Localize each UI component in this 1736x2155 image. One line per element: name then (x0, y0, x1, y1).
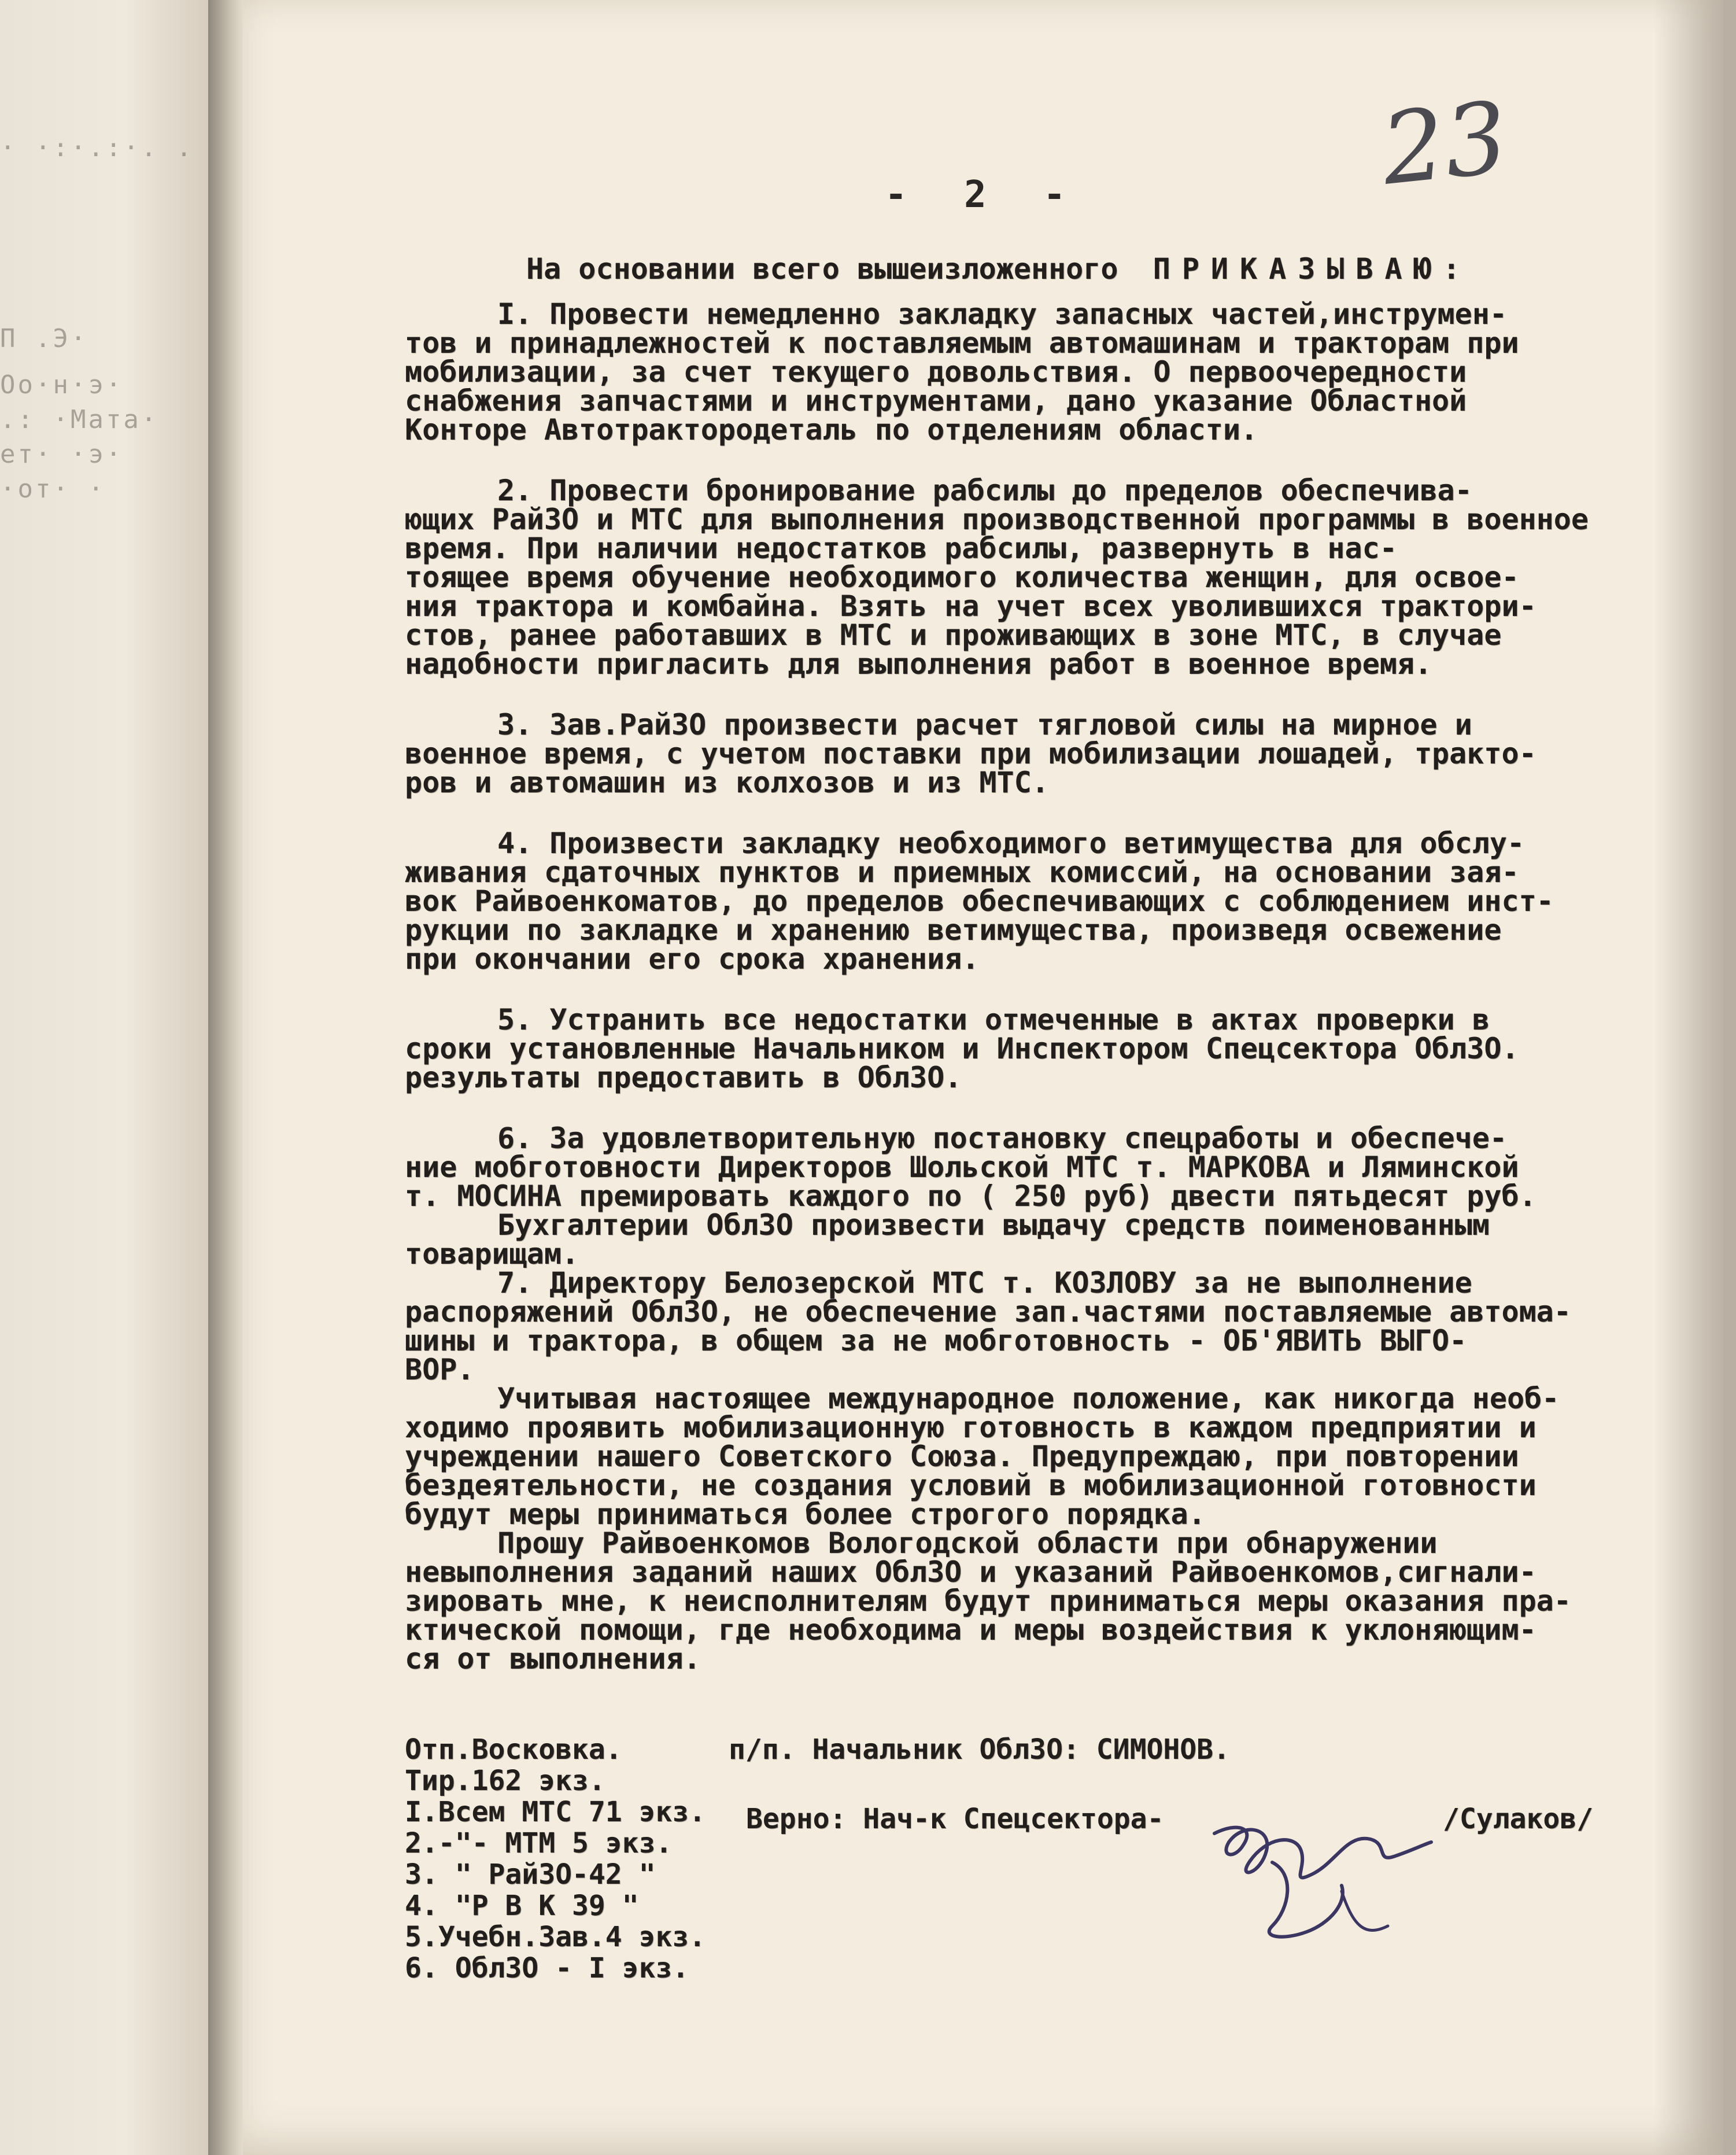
text-line: Конторе Автотрактородеталь по отделениям области. (405, 413, 1258, 447)
text-line: шины и трактора, в общем за не мобготовность - ОБ'ЯВИТЬ ВЫГО- (405, 1324, 1467, 1357)
text-line: ходимо проявить мобилизационную готовность в каждом предприятии и (405, 1411, 1536, 1444)
distribution-entry: 2.-"- МТМ 5 экз. (405, 1827, 673, 1859)
head-signature-line: п/п. Начальник ОблЗО: СИМОНОВ. (729, 1733, 1230, 1766)
text-line: товарищам. (405, 1237, 579, 1271)
order-heading (526, 252, 1665, 286)
order-item-1 (405, 297, 1665, 447)
paragraph-gap (405, 1092, 1665, 1124)
text-line: Прошу Райвоенкомов Вологодской области при обнаружении (497, 1526, 1438, 1560)
archive-folio-number: 23 (1376, 80, 1513, 208)
bleed-through-mark: ет· ·э· (0, 440, 124, 469)
paragraph-gap (405, 678, 1665, 710)
text-line: при окончании его срока хранения. (405, 942, 980, 976)
paragraph-gap (405, 444, 1665, 476)
text-line: ющих РайЗО и МТС для выполнения производственной программы в военное (405, 503, 1589, 536)
text-line: Бухгалтерии ОблЗО произвести выдачу средств поименованным (497, 1208, 1490, 1242)
text-line: ния трактора и комбайна. Взять на учет всех уволившихся трактори- (405, 589, 1536, 623)
text-line: ся от выполнения. (405, 1642, 701, 1676)
text-line: тов и принадлежностей к поставляемым автомашинам и тракторам при (405, 326, 1519, 360)
text-line: зировать мне, к неисполнителям будут приниматься меры оказания пра- (405, 1584, 1571, 1618)
text-line: время. При наличии недостатков рабсилы, развернуть в нас- (405, 532, 1397, 565)
verifier-name: /Сулаков/ (1443, 1803, 1594, 1835)
text-line: ВОР. (405, 1353, 475, 1386)
text-line: Учитывая настоящее международное положение, как никогда необ- (497, 1382, 1560, 1415)
order-item-3 (405, 710, 1665, 797)
text-line: снабжения запчастями и инструментами, дано указание Областной (405, 384, 1467, 418)
distribution-entry: I.Всем МТС 71 экз. (405, 1796, 706, 1828)
bleed-through-mark: ·от· · (0, 474, 106, 504)
text-line: 6. За удовлетворительную постановку спецработы и обеспече- (497, 1121, 1507, 1155)
page-number: - 2 - (885, 174, 1083, 216)
order-word: ПРИКАЗЫВАЮ: (1153, 252, 1472, 286)
text-line: рукции по закладке и хранению ветимущества, произведя освежение (405, 913, 1502, 947)
bleed-through-mark: .: ·Мата· (0, 405, 159, 434)
document-body (405, 252, 1665, 1676)
text-line: 5. Устранить все недостатки отмеченные в актах проверки в (497, 1003, 1490, 1036)
text-line: распоряжений ОблЗО, не обеспечение зап.частями поставляемые автома- (405, 1295, 1571, 1329)
text-line: 4. Произвести закладку необходимого ветимущества для обслу- (497, 826, 1525, 860)
text-line: надобности пригласить для выполнения работ в военное время. (405, 647, 1432, 681)
bleed-through-mark: · ·:·.:·. . (0, 133, 194, 163)
text-line: учреждении нашего Советского Союза. Предупреждаю, при повторении (405, 1440, 1519, 1473)
paragraph-gap (405, 797, 1665, 829)
text-line: живания сдаточных пунктов и приемных комиссий, на основании зая- (405, 855, 1519, 889)
text-line: сроки установленные Начальником и Инспектором Спецсектора ОблЗО. (405, 1032, 1519, 1065)
text-line: будут меры приниматься более строгого порядка. (405, 1497, 1206, 1531)
text-line: военное время, с учетом поставки при мобилизации лошадей, тракто- (405, 737, 1536, 770)
order-item-4 (405, 826, 1665, 976)
text-line: результаты предоставить в ОблЗО. (405, 1061, 962, 1094)
text-line: 2. Провести бронирование рабсилы до пределов обеспечива- (497, 474, 1472, 507)
text-line: тоящее время обучение необходимого количества женщин, для освое- (405, 560, 1519, 594)
text-line: невыполнения заданий наших ОблЗО и указаний Райвоенкомов,сигнали- (405, 1555, 1536, 1589)
order-item-5 (405, 1005, 1665, 1092)
order-paragraphs (405, 297, 1665, 1676)
text-line: вок Райвоенкоматов, до пределов обеспечивающих с соблюдением инст- (405, 884, 1554, 918)
order-item-6 (405, 1121, 1665, 1676)
distribution-entry: 4. "Р В К 39 " (405, 1890, 639, 1922)
text-line: I. Провести немедленно закладку запасных частей,инструмен- (497, 297, 1507, 331)
bleed-through-mark: Оо·н·э· (0, 370, 124, 400)
text-line: мобилизации, за счет текущего довольствия. О первоочередности (405, 355, 1467, 389)
heading-lead: На основании всего вышеизложенного (526, 252, 1118, 286)
distribution-list (405, 1735, 706, 1985)
distribution-entry: 3. " РайЗО-42 " (405, 1858, 656, 1891)
distribution-entry: 5.Учебн.Зав.4 экз. (405, 1921, 706, 1953)
distribution-entry: Тир.162 экз. (405, 1765, 605, 1797)
text-line: т. МОСИНА премировать каждого по ( 250 руб) двести пятьдесят руб. (405, 1179, 1536, 1213)
previous-page-edge (0, 0, 208, 2155)
paragraph-gap (405, 973, 1665, 1005)
distribution-entry: Отп.Восковка. (405, 1733, 622, 1766)
order-item-2 (405, 474, 1665, 681)
text-line: 3. Зав.РайЗО произвести расчет тягловой силы на мирное и (497, 708, 1472, 741)
text-line: бездеятельности, не создания условий в мобилизационной готовности (405, 1468, 1536, 1502)
text-line: ктической помощи, где необходима и меры воздействия к уклоняющим- (405, 1613, 1536, 1647)
text-line: стов, ранее работавших в МТС и проживающих в зоне МТС, в случае (405, 618, 1502, 652)
text-line: 7. Директору Белозерской МТС т. КОЗЛОВУ за не выполнение (497, 1266, 1472, 1300)
bleed-through-mark: П .Э· (0, 324, 88, 353)
distribution-entry: 6. ОблЗО - I экз. (405, 1952, 689, 1984)
handwritten-signature (1203, 1810, 1434, 1949)
text-line: ние мобготовности Директоров Шольской МТС т. МАРКОВА и Ляминской (405, 1150, 1519, 1184)
text-line: ров и автомашин из колхозов и из МТС. (405, 766, 1049, 799)
verified-label: Верно: Нач-к Спецсектора- (746, 1803, 1164, 1835)
